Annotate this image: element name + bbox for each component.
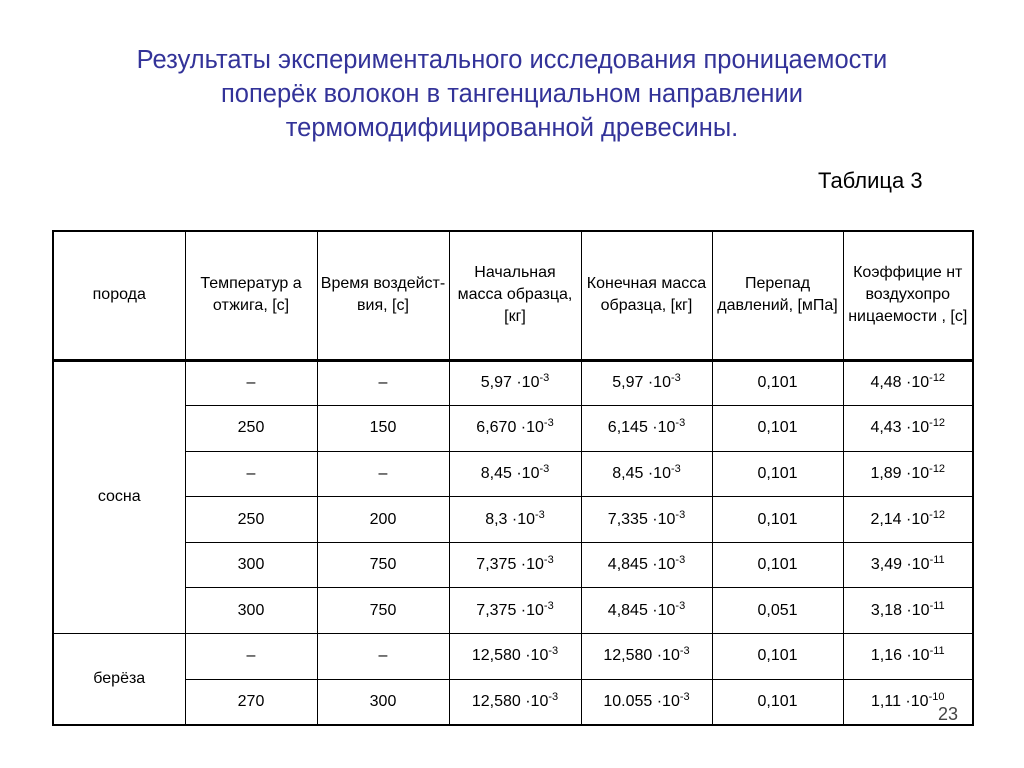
coefficient-cell: $3,49 \cdot 10^{-11}$ bbox=[843, 542, 973, 588]
table-row bbox=[53, 497, 973, 543]
header-species: порода bbox=[53, 231, 185, 360]
temperature-cell: 300 bbox=[185, 542, 317, 588]
table-row bbox=[53, 542, 973, 588]
header-temperature: Температур а отжига, [с] bbox=[185, 231, 317, 360]
coefficient-cell: $4,48 \cdot 10^{-12}$ bbox=[843, 360, 973, 406]
header-initial-mass: Начальная масса образца, [кг] bbox=[449, 231, 581, 360]
table-header-row bbox=[53, 231, 973, 360]
coefficient-cell: $2,14 \cdot 10^{-12}$ bbox=[843, 497, 973, 543]
coefficient-cell: $1,16 \cdot 10^{-11}$ bbox=[843, 634, 973, 680]
final-mass-cell: $8,45 \cdot 10^{-3}$ bbox=[581, 451, 712, 497]
table-caption: Таблица 3 bbox=[818, 168, 923, 193]
pressure-cell: 0,101 bbox=[712, 497, 843, 543]
temperature-cell: 270 bbox=[185, 679, 317, 725]
coefficient-cell: $1,89 \cdot 10^{-12}$ bbox=[843, 451, 973, 497]
table-row bbox=[53, 360, 973, 406]
time-cell: – bbox=[317, 360, 449, 406]
table-row bbox=[53, 451, 973, 497]
table-row bbox=[53, 406, 973, 452]
initial-mass-cell: $7,375 \cdot 10^{-3}$ bbox=[449, 588, 581, 634]
final-mass-cell: $4,845 \cdot 10^{-3}$ bbox=[581, 542, 712, 588]
temperature-cell: – bbox=[185, 451, 317, 497]
temperature-cell: 250 bbox=[185, 497, 317, 543]
header-permeability-coefficient: Коэффицие нт воздухопро ницаемости , [с] bbox=[843, 231, 973, 360]
temperature-cell: 300 bbox=[185, 588, 317, 634]
pressure-cell: 0,101 bbox=[712, 634, 843, 680]
initial-mass-cell: $6,670 \cdot 10^{-3}$ bbox=[449, 406, 581, 452]
time-cell: – bbox=[317, 451, 449, 497]
coefficient-cell: $3,18 \cdot 10^{-11}$ bbox=[843, 588, 973, 634]
temperature-cell: 250 bbox=[185, 406, 317, 452]
species-cell: сосна bbox=[53, 360, 185, 634]
species-cell: берёза bbox=[53, 634, 185, 725]
initial-mass-cell: $7,375 \cdot 10^{-3}$ bbox=[449, 542, 581, 588]
header-exposure-time: Время воздейст-вия, [с] bbox=[317, 231, 449, 360]
time-cell: 300 bbox=[317, 679, 449, 725]
header-pressure-drop: Перепад давлений, [мПа] bbox=[712, 231, 843, 360]
pressure-cell: 0,051 bbox=[712, 588, 843, 634]
initial-mass-cell: $5,97 \cdot 10^{-3}$ bbox=[449, 360, 581, 406]
final-mass-cell: $6,145 \cdot 10^{-3}$ bbox=[581, 406, 712, 452]
page-number: 23 bbox=[938, 704, 959, 724]
final-mass-cell: $5,97 \cdot 10^{-3}$ bbox=[581, 360, 712, 406]
temperature-cell: – bbox=[185, 634, 317, 680]
pressure-cell: 0,101 bbox=[712, 406, 843, 452]
initial-mass-cell: $12,580 \cdot 10^{-3}$ bbox=[449, 634, 581, 680]
table-row bbox=[53, 679, 973, 725]
initial-mass-cell: $12,580 \cdot 10^{-3}$ bbox=[449, 679, 581, 725]
results-table bbox=[52, 230, 974, 726]
pressure-cell: 0,101 bbox=[712, 679, 843, 725]
time-cell: 200 bbox=[317, 497, 449, 543]
coefficient-cell: $1,11 \cdot 10^{-10}$ bbox=[843, 679, 973, 725]
pressure-cell: 0,101 bbox=[712, 542, 843, 588]
initial-mass-cell: $8,3 \cdot 10^{-3}$ bbox=[449, 497, 581, 543]
final-mass-cell: $4,845 \cdot 10^{-3}$ bbox=[581, 588, 712, 634]
title-line-1: Результаты экспериментального исследования проницаемости bbox=[136, 46, 888, 74]
time-cell: – bbox=[317, 634, 449, 680]
title-line-3: термомодифицированной древесины. bbox=[285, 114, 739, 142]
time-cell: 750 bbox=[317, 588, 449, 634]
header-final-mass: Конечная масса образца, [кг] bbox=[581, 231, 712, 360]
table-row bbox=[53, 588, 973, 634]
coefficient-cell: $4,43 \cdot 10^{-12}$ bbox=[843, 406, 973, 452]
initial-mass-cell: $8,45 \cdot 10^{-3}$ bbox=[449, 451, 581, 497]
temperature-cell: – bbox=[185, 360, 317, 406]
slide-title bbox=[60, 43, 964, 145]
table-row bbox=[53, 634, 973, 680]
final-mass-cell: $7,335 \cdot 10^{-3}$ bbox=[581, 497, 712, 543]
time-cell: 150 bbox=[317, 406, 449, 452]
title-line-2: поперёк волокон в тангенциальном направлении bbox=[220, 80, 803, 108]
pressure-cell: 0,101 bbox=[712, 451, 843, 497]
time-cell: 750 bbox=[317, 542, 449, 588]
final-mass-cell: $10.055 \cdot 10^{-3}$ bbox=[581, 679, 712, 725]
pressure-cell: 0,101 bbox=[712, 360, 843, 406]
final-mass-cell: $12,580 \cdot 10^{-3}$ bbox=[581, 634, 712, 680]
